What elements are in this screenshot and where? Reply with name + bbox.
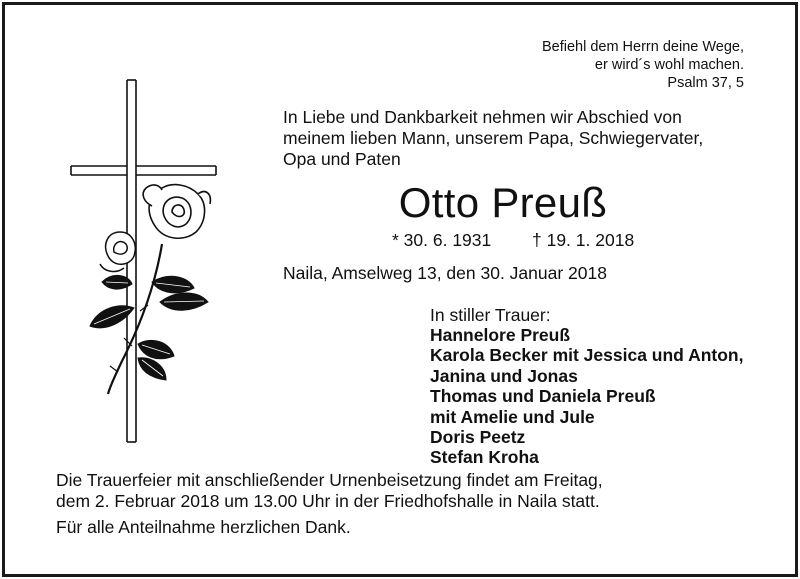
death-date: † 19. 1. 2018 xyxy=(532,230,635,250)
psalm-quote xyxy=(542,38,744,92)
funeral-line-2: dem 2. Februar 2018 um 13.00 Uhr in der Friedhofshalle in Naila statt. xyxy=(56,491,600,511)
mourner-line: Thomas und Daniela Preuß xyxy=(430,386,656,407)
mourners-label: In stiller Trauer: xyxy=(430,305,551,325)
mourner-line: Stefan Kroha xyxy=(430,447,539,468)
funeral-notice xyxy=(56,470,603,512)
intro-line-1: In Liebe und Dankbarkeit nehmen wir Abschied von xyxy=(283,107,682,127)
psalm-line-1: Befiehl dem Herrn deine Wege, xyxy=(541,39,744,55)
intro-text xyxy=(283,107,763,170)
mourner-line: Karola Becker mit Jessica und Anton, xyxy=(430,345,744,366)
funeral-line-1: Die Trauerfeier mit anschließender Urnenbeisetzung findet am Freitag, xyxy=(56,470,603,490)
psalm-line-2: er wird´s wohl machen. xyxy=(594,57,744,73)
mourner-line: Janina und Jonas xyxy=(430,365,578,386)
mourners-list xyxy=(430,325,743,468)
place-and-date: Naila, Amselweg 13, den 30. Januar 2018 xyxy=(283,263,607,283)
mourner-line: Doris Peetz xyxy=(430,427,526,448)
intro-line-3: Opa und Paten xyxy=(283,149,401,169)
psalm-reference: Psalm 37, 5 xyxy=(667,75,744,91)
intro-line-2: meinem lieben Mann, unserem Papa, Schwiegervater, xyxy=(283,128,704,148)
birth-date: * 30. 6. 1931 xyxy=(392,230,492,250)
mourner-line: Hannelore Preuß xyxy=(430,325,571,345)
deceased-name: Otto Preuß xyxy=(398,179,608,226)
cross-with-rose-icon xyxy=(60,76,220,446)
mourner-line: mit Amelie und Jule xyxy=(430,406,595,427)
thanks-line: Für alle Anteilnahme herzlichen Dank. xyxy=(56,517,351,537)
